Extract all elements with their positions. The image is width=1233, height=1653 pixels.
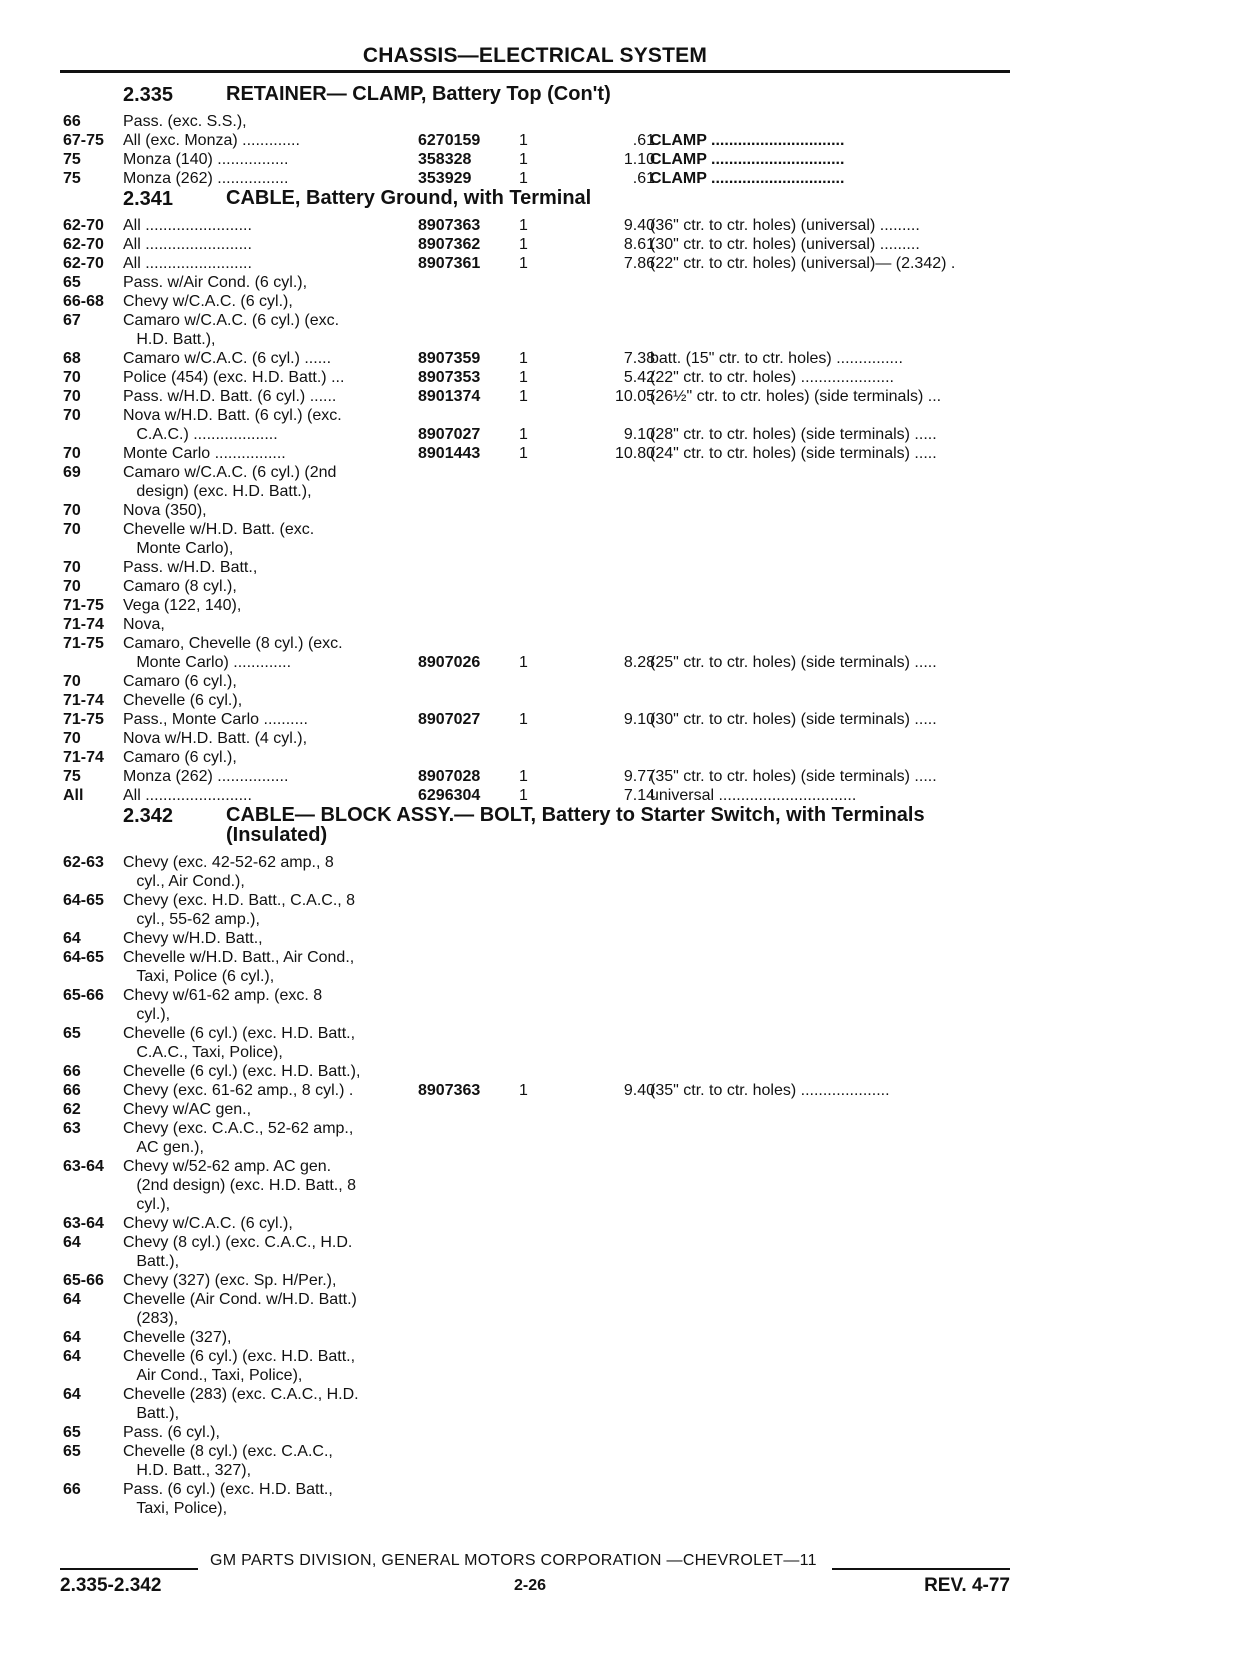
application: Monza (262) ................ xyxy=(123,768,289,785)
application: Chevelle w/H.D. Batt., Air Cond., Taxi, Police (6 cyl.), xyxy=(123,949,355,985)
part-row xyxy=(63,1024,1013,1062)
application: Chevelle (6 cyl.) (exc. H.D. Batt.), xyxy=(123,1063,361,1080)
part-row xyxy=(63,444,1013,463)
description: (24" ctr. to ctr. holes) (side terminals) ..... xyxy=(650,445,937,462)
application: Chevy (exc. 61-62 amp., 8 cyl.) . xyxy=(123,1082,354,1099)
model-year: 70 xyxy=(63,502,81,519)
part-row xyxy=(63,1385,1013,1423)
price: 9.10 xyxy=(623,711,655,728)
model-year: 66-68 xyxy=(63,293,104,310)
model-year: 64 xyxy=(63,1291,81,1308)
part-row xyxy=(63,1271,1013,1290)
quantity: 1 xyxy=(519,388,528,405)
quantity: 1 xyxy=(519,350,528,367)
application: Pass. w/H.D. Batt. (6 cyl.) ...... xyxy=(123,388,337,405)
quantity: 1 xyxy=(519,426,528,443)
part-row xyxy=(63,786,1013,805)
part-row xyxy=(63,501,1013,520)
description: universal ............................... xyxy=(650,787,857,804)
description: batt. (15" ctr. to ctr. holes) ............... xyxy=(650,350,903,367)
application: Vega (122, 140), xyxy=(123,597,242,614)
model-year: 67 xyxy=(63,312,81,329)
model-year: 62-63 xyxy=(63,854,104,871)
application: Pass. (6 cyl.) (exc. H.D. Batt., Taxi, Police), xyxy=(123,1481,333,1517)
part-row xyxy=(63,273,1013,292)
application: Nova (350), xyxy=(123,502,207,519)
application: Chevy (exc. C.A.C., 52-62 amp., AC gen.), xyxy=(123,1120,354,1156)
application: Chevelle (283) (exc. C.A.C., H.D. Batt.), xyxy=(123,1386,359,1422)
model-year: 68 xyxy=(63,350,81,367)
model-year: 63 xyxy=(63,1120,81,1137)
model-year: 71-75 xyxy=(63,635,104,652)
model-year: 65 xyxy=(63,1424,81,1441)
model-year: 71-74 xyxy=(63,749,104,766)
application: Camaro w/C.A.C. (6 cyl.) (exc. H.D. Batt.), xyxy=(123,312,340,348)
part-row xyxy=(63,1081,1013,1100)
footer-section-range: 2.335-2.342 xyxy=(60,1575,162,1596)
model-year: 64 xyxy=(63,930,81,947)
model-year: 62-70 xyxy=(63,217,104,234)
part-row xyxy=(63,216,1013,235)
part-row xyxy=(63,387,1013,406)
model-year: 70 xyxy=(63,388,81,405)
model-year: 70 xyxy=(63,445,81,462)
model-year: 64-65 xyxy=(63,949,104,966)
part-row xyxy=(63,1328,1013,1347)
application: Chevy w/C.A.C. (6 cyl.), xyxy=(123,293,293,310)
model-year: 64 xyxy=(63,1386,81,1403)
part-number: 353929 xyxy=(418,170,472,187)
part-row xyxy=(63,748,1013,767)
part-row xyxy=(63,131,1013,150)
application: Chevelle (327), xyxy=(123,1329,232,1346)
description: CLAMP .............................. xyxy=(650,151,845,168)
quantity: 1 xyxy=(519,236,528,253)
footer-rule-right xyxy=(832,1568,1010,1570)
application: Camaro (6 cyl.), xyxy=(123,749,237,766)
model-year: 65 xyxy=(63,1025,81,1042)
description: CLAMP .............................. xyxy=(650,170,845,187)
price: 9.77 xyxy=(623,768,655,785)
part-number: 8907361 xyxy=(418,255,481,272)
model-year: 65-66 xyxy=(63,987,104,1004)
part-row xyxy=(63,577,1013,596)
part-row xyxy=(63,1119,1013,1157)
part-row xyxy=(63,1157,1013,1214)
application: Chevy w/H.D. Batt., xyxy=(123,930,263,947)
section-title: CABLE— BLOCK ASSY.— BOLT, Battery to Starter Switch, with Terminals (Insulated) xyxy=(226,804,925,846)
part-row xyxy=(63,853,1013,891)
model-year: 70 xyxy=(63,673,81,690)
model-year: 75 xyxy=(63,768,81,785)
part-row xyxy=(63,520,1013,558)
application: Monza (262) ................ xyxy=(123,170,289,187)
part-row xyxy=(63,1442,1013,1480)
model-year: 62 xyxy=(63,1101,81,1118)
model-year: 64 xyxy=(63,1234,81,1251)
description: (30" ctr. to ctr. holes) (side terminals) ..... xyxy=(650,711,937,728)
footer-page-number: 2-26 xyxy=(513,1577,547,1594)
part-row xyxy=(63,710,1013,729)
application: All ........................ xyxy=(123,236,252,253)
model-year: 65 xyxy=(63,274,81,291)
quantity: 1 xyxy=(519,768,528,785)
price: 5.42 xyxy=(623,369,655,386)
application: Pass. w/Air Cond. (6 cyl.), xyxy=(123,274,308,291)
application: Camaro w/C.A.C. (6 cyl.) (2nd design) (exc. H.D. Batt.), xyxy=(123,464,337,500)
price: 10.80 xyxy=(614,445,655,462)
model-year: 62-70 xyxy=(63,255,104,272)
model-year: 66 xyxy=(63,1481,81,1498)
part-row xyxy=(63,1100,1013,1119)
part-number: 8907028 xyxy=(418,768,481,785)
section-heading xyxy=(63,805,1013,853)
part-number: 8901443 xyxy=(418,445,481,462)
section-title: CABLE, Battery Ground, with Terminal xyxy=(226,187,592,209)
model-year: 71-75 xyxy=(63,597,104,614)
application: Camaro w/C.A.C. (6 cyl.) ...... xyxy=(123,350,332,367)
model-year: 71-75 xyxy=(63,711,104,728)
part-row xyxy=(63,1290,1013,1328)
application: Chevy w/52-62 amp. AC gen. (2nd design) (exc. H.D. Batt., 8 cyl.), xyxy=(123,1158,356,1213)
application: Chevy w/AC gen., xyxy=(123,1101,252,1118)
application: Pass. (exc. S.S.), xyxy=(123,113,247,130)
quantity: 1 xyxy=(519,132,528,149)
application: Chevelle (Air Cond. w/H.D. Batt.) (283), xyxy=(123,1291,357,1327)
quantity: 1 xyxy=(519,1082,528,1099)
quantity: 1 xyxy=(519,711,528,728)
model-year: 75 xyxy=(63,170,81,187)
title-rule xyxy=(60,70,1010,73)
part-row xyxy=(63,948,1013,986)
model-year: 70 xyxy=(63,730,81,747)
part-row xyxy=(63,235,1013,254)
price: 1.10 xyxy=(623,151,655,168)
part-row xyxy=(63,672,1013,691)
part-row xyxy=(63,615,1013,634)
application: All ........................ xyxy=(123,255,252,272)
part-row xyxy=(63,729,1013,748)
part-number: 358328 xyxy=(418,151,472,168)
price: 9.10 xyxy=(623,426,655,443)
part-row xyxy=(63,169,1013,188)
model-year: 70 xyxy=(63,407,81,424)
application: Nova w/H.D. Batt. (6 cyl.) (exc. C.A.C.) ................... xyxy=(123,407,342,443)
application: Chevy (8 cyl.) (exc. C.A.C., H.D. Batt.), xyxy=(123,1234,353,1270)
application: Chevy w/61-62 amp. (exc. 8 cyl.), xyxy=(123,987,323,1023)
part-number: 8907362 xyxy=(418,236,481,253)
part-row xyxy=(63,929,1013,948)
model-year: 70 xyxy=(63,369,81,386)
part-row xyxy=(63,349,1013,368)
part-number: 8907353 xyxy=(418,369,481,386)
part-number: 8907359 xyxy=(418,350,481,367)
part-row xyxy=(63,1423,1013,1442)
section-title: RETAINER— CLAMP, Battery Top (Con't) xyxy=(226,83,611,105)
part-number: 8901374 xyxy=(418,388,481,405)
price: 10.05 xyxy=(614,388,655,405)
part-row xyxy=(63,368,1013,387)
description: (28" ctr. to ctr. holes) (side terminals) ..... xyxy=(650,426,937,443)
application: Pass. (6 cyl.), xyxy=(123,1424,220,1441)
part-number: 8907363 xyxy=(418,1082,481,1099)
parts-listing xyxy=(63,84,1013,1518)
quantity: 1 xyxy=(519,170,528,187)
part-row xyxy=(63,463,1013,501)
model-year: 64-65 xyxy=(63,892,104,909)
model-year: 71-74 xyxy=(63,692,104,709)
application: Nova w/H.D. Batt. (4 cyl.), xyxy=(123,730,308,747)
model-year: 70 xyxy=(63,578,81,595)
description: (26½" ctr. to ctr. holes) (side terminals) ... xyxy=(650,388,942,405)
model-year: 75 xyxy=(63,151,81,168)
model-year: 62-70 xyxy=(63,236,104,253)
description: (22" ctr. to ctr. holes) (universal)— (2.342) . xyxy=(650,255,956,272)
application: Pass. w/H.D. Batt., xyxy=(123,559,258,576)
model-year: 69 xyxy=(63,464,81,481)
description: (30" ctr. to ctr. holes) (universal) ......... xyxy=(650,236,920,253)
application: Chevelle (6 cyl.) (exc. H.D. Batt., Air Cond., Taxi, Police), xyxy=(123,1348,356,1384)
model-year: 65-66 xyxy=(63,1272,104,1289)
model-year: 64 xyxy=(63,1348,81,1365)
price: 7.86 xyxy=(623,255,655,272)
description: CLAMP .............................. xyxy=(650,132,845,149)
model-year: All xyxy=(63,787,84,804)
quantity: 1 xyxy=(519,217,528,234)
application: Camaro, Chevelle (8 cyl.) (exc. Monte Carlo) ............. xyxy=(123,635,343,671)
application: Chevy (327) (exc. Sp. H/Per.), xyxy=(123,1272,337,1289)
quantity: 1 xyxy=(519,369,528,386)
part-row xyxy=(63,767,1013,786)
part-row xyxy=(63,1214,1013,1233)
part-row xyxy=(63,406,1013,444)
application: Pass., Monte Carlo .......... xyxy=(123,711,308,728)
part-row xyxy=(63,891,1013,929)
application: Chevelle (8 cyl.) (exc. C.A.C., H.D. Batt., 327), xyxy=(123,1443,333,1479)
part-row xyxy=(63,986,1013,1024)
quantity: 1 xyxy=(519,787,528,804)
price: 8.28 xyxy=(623,654,655,671)
part-row xyxy=(63,311,1013,349)
model-year: 67-75 xyxy=(63,132,104,149)
part-row xyxy=(63,691,1013,710)
model-year: 65 xyxy=(63,1443,81,1460)
application: Chevelle (6 cyl.) (exc. H.D. Batt., C.A.C., Taxi, Police), xyxy=(123,1025,356,1061)
model-year: 63-64 xyxy=(63,1215,104,1232)
price: 7.14 xyxy=(623,787,655,804)
part-number: 6270159 xyxy=(418,132,481,149)
section-number: 2.342 xyxy=(123,805,174,827)
footer-revision: REV. 4-77 xyxy=(924,1575,1010,1596)
part-row xyxy=(63,634,1013,672)
model-year: 63-64 xyxy=(63,1158,104,1175)
quantity: 1 xyxy=(519,445,528,462)
application: Police (454) (exc. H.D. Batt.) ... xyxy=(123,369,345,386)
quantity: 1 xyxy=(519,255,528,272)
price: 9.40 xyxy=(623,1082,655,1099)
description: (35" ctr. to ctr. holes) (side terminals) ..... xyxy=(650,768,937,785)
model-year: 70 xyxy=(63,559,81,576)
quantity: 1 xyxy=(519,654,528,671)
model-year: 71-74 xyxy=(63,616,104,633)
part-row xyxy=(63,1062,1013,1081)
application: Monte Carlo ................ xyxy=(123,445,286,462)
model-year: 70 xyxy=(63,521,81,538)
quantity: 1 xyxy=(519,151,528,168)
section-heading xyxy=(63,188,1013,216)
section-heading xyxy=(63,84,1013,112)
model-year: 66 xyxy=(63,1063,81,1080)
part-number: 8907027 xyxy=(418,426,481,443)
description: (22" ctr. to ctr. holes) ..................... xyxy=(650,369,894,386)
part-row xyxy=(63,596,1013,615)
part-row xyxy=(63,254,1013,273)
price: 8.61 xyxy=(623,236,655,253)
part-row xyxy=(63,1347,1013,1385)
model-year: 66 xyxy=(63,113,81,130)
part-number: 8907027 xyxy=(418,711,481,728)
application: All ........................ xyxy=(123,217,252,234)
application: Chevelle w/H.D. Batt. (exc. Monte Carlo), xyxy=(123,521,315,557)
footer-corporation: GM PARTS DIVISION, GENERAL MOTORS CORPORATION —CHEVROLET—11 xyxy=(210,1552,817,1569)
application: Chevy (exc. 42-52-62 amp., 8 cyl., Air Cond.), xyxy=(123,854,334,890)
application: All ........................ xyxy=(123,787,252,804)
description: (25" ctr. to ctr. holes) (side terminals) ..... xyxy=(650,654,937,671)
part-row xyxy=(63,292,1013,311)
description: (35" ctr. to ctr. holes) .................... xyxy=(650,1082,890,1099)
application: Chevy (exc. H.D. Batt., C.A.C., 8 cyl., 55-62 amp.), xyxy=(123,892,356,928)
part-row xyxy=(63,1233,1013,1271)
part-row xyxy=(63,112,1013,131)
part-number: 8907026 xyxy=(418,654,481,671)
application: Chevy w/C.A.C. (6 cyl.), xyxy=(123,1215,293,1232)
price: 9.40 xyxy=(623,217,655,234)
footer-rule-left xyxy=(60,1568,198,1570)
model-year: 64 xyxy=(63,1329,81,1346)
model-year: 66 xyxy=(63,1082,81,1099)
price: .61 xyxy=(632,132,655,149)
application: Chevelle (6 cyl.), xyxy=(123,692,243,709)
part-number: 8907363 xyxy=(418,217,481,234)
part-number: 6296304 xyxy=(418,787,481,804)
application: Monza (140) ................ xyxy=(123,151,289,168)
section-number: 2.335 xyxy=(123,84,174,106)
application: Nova, xyxy=(123,616,165,633)
application: Camaro (6 cyl.), xyxy=(123,673,237,690)
application: All (exc. Monza) ............. xyxy=(123,132,300,149)
page-title: CHASSIS—ELECTRICAL SYSTEM xyxy=(362,44,708,67)
price: .61 xyxy=(632,170,655,187)
part-row xyxy=(63,1480,1013,1518)
part-row xyxy=(63,150,1013,169)
price: 7.38 xyxy=(623,350,655,367)
application: Camaro (8 cyl.), xyxy=(123,578,237,595)
part-row xyxy=(63,558,1013,577)
description: (36" ctr. to ctr. holes) (universal) ......... xyxy=(650,217,920,234)
section-number: 2.341 xyxy=(123,188,174,210)
